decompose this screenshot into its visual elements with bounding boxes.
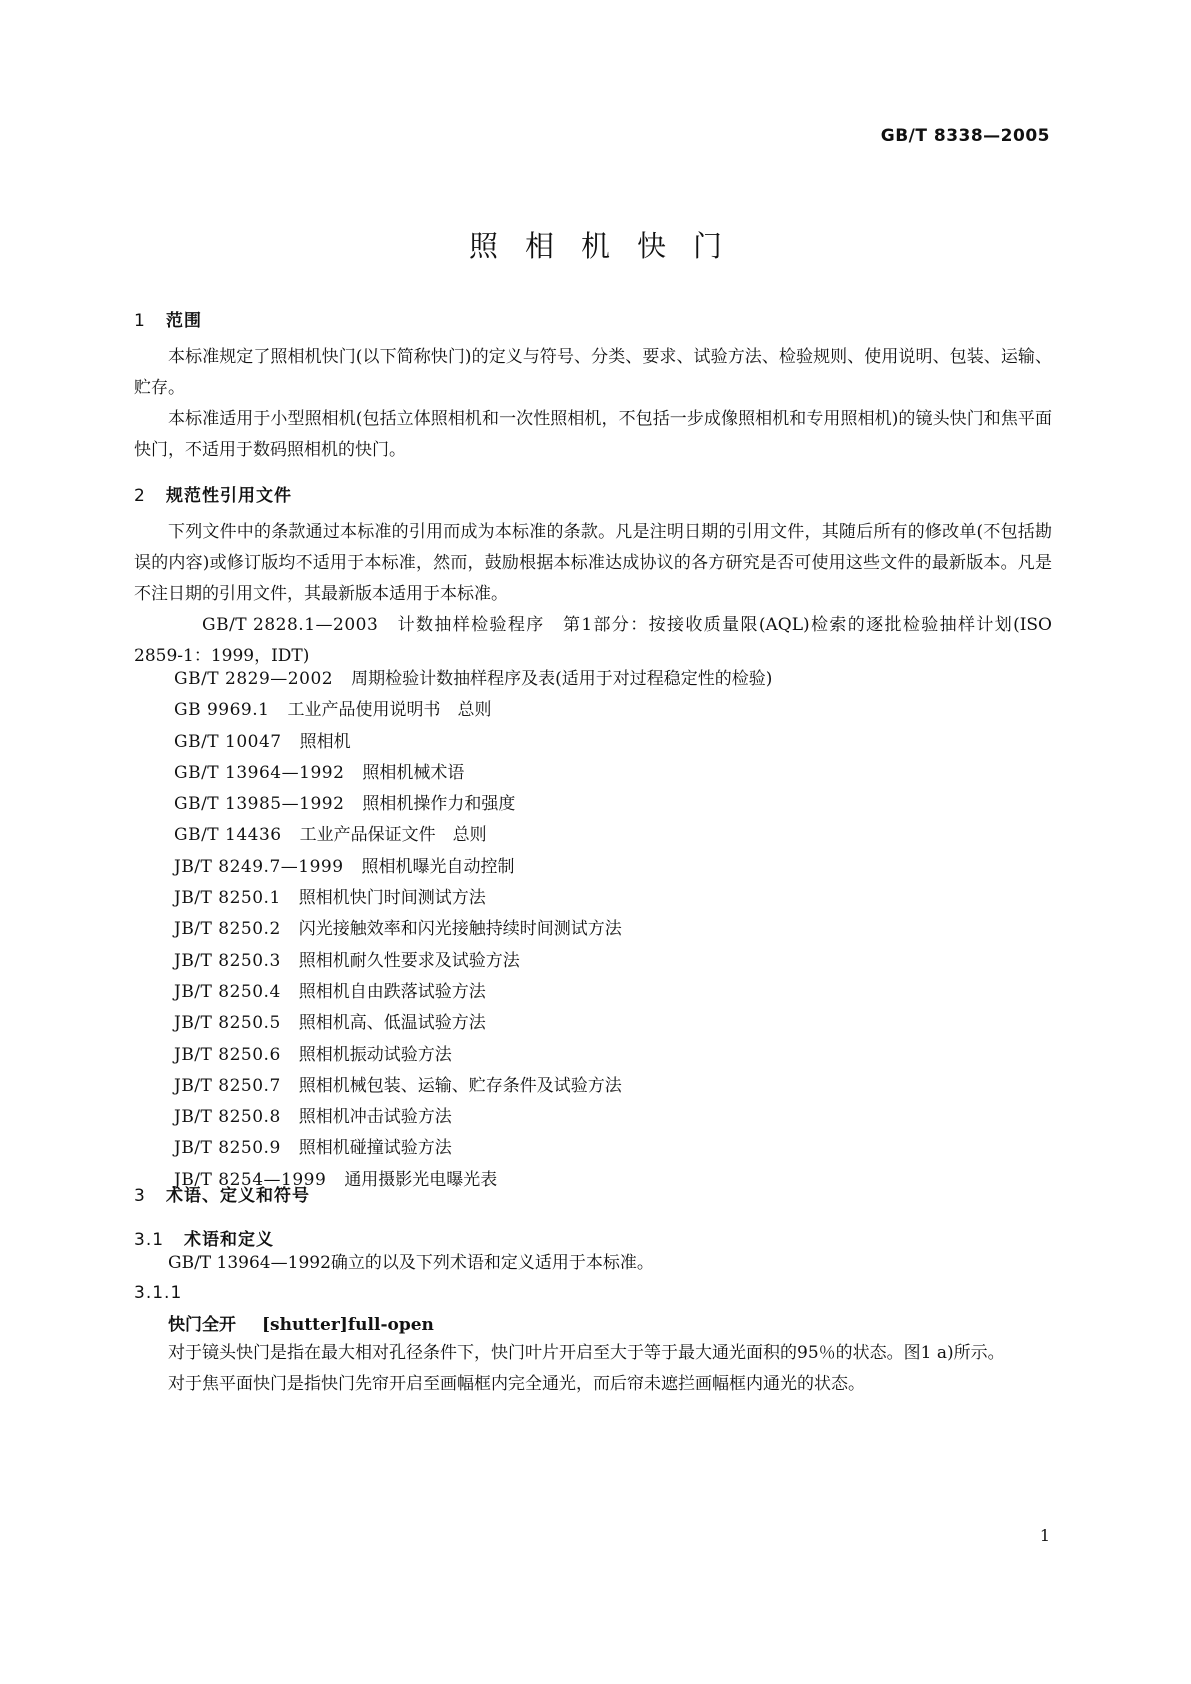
reference-code: GB/T 14436 [174,825,282,846]
reference-title: 照相机快门时间测试方法 [298,888,486,909]
section-number: 1 [134,311,146,331]
reference-item [174,852,1054,883]
paragraph: 本标准适用于小型照相机(包括立体照相机和一次性照相机，不包括一步成像照相机和专用照相机)的镜头快门和焦平面快门，不适用于数码照相机的快门。 [134,409,1052,460]
term-line [168,1310,1052,1341]
section-title: 术语和定义 [184,1230,274,1250]
reference-title: 照相机冲击试验方法 [298,1107,452,1128]
section-title: 范围 [166,311,202,331]
reference-item [174,946,1054,977]
reference-code: JB/T 8250.8 [174,1107,281,1128]
term-entry [168,1310,1052,1341]
reference-code: GB/T 10047 [174,731,282,752]
reference-title: 照相机械术语 [362,762,465,783]
reference-code: JB/T 8250.4 [174,981,281,1002]
reference-code: GB/T 13985—1992 [174,794,345,815]
reference-title: 照相机自由跌落试验方法 [298,981,486,1002]
reference-code: JB/T 8250.5 [174,1013,281,1034]
reference-item [174,727,1054,758]
reference-code: GB 9969.1 [174,700,270,721]
reference-title: 通用摄影光电曝光表 [344,1169,498,1190]
reference-item [174,820,1054,851]
section-number: 3.1 [134,1230,165,1250]
reference-item [174,1071,1054,1102]
paragraph: 本标准规定了照相机快门(以下简称快门)的定义与符号、分类、要求、试验方法、检验规则、使用说明、包装、运输、贮存。 [134,347,1052,398]
reference-title: 照相机 [299,731,351,752]
reference-item [174,914,1054,945]
reference-code: GB/T 13964—1992 [174,762,345,783]
page-number: 1 [1039,1526,1050,1545]
reference-item [174,789,1054,820]
section-1-body [134,342,1052,466]
section-3-1-1-body [134,1338,1052,1400]
reference-title: 周期检验计数抽样程序及表(适用于对过程稳定性的检验) [351,669,773,689]
document-title: 照相机快门 [468,229,749,263]
reference-code: JB/T 8250.6 [174,1044,281,1065]
section-title: 术语、定义和符号 [166,1186,310,1206]
reference-title: 照相机碰撞试验方法 [298,1138,452,1159]
reference-title: 照相机曝光自动控制 [361,856,515,877]
reference-code: JB/T 8254—1999 [174,1169,327,1190]
reference-title: 工业产品使用说明书 总则 [287,700,492,721]
reference-title: 照相机振动试验方法 [298,1044,452,1065]
section-number: 3.1.1 [134,1283,183,1303]
reference-code: GB/T 2828.1—2003 [202,615,379,635]
section-3-1-1-heading [134,1283,1052,1303]
section-number: 2 [134,486,146,506]
reference-title: 闪光接触效率和闪光接触持续时间测试方法 [298,919,622,940]
paragraph: 对于镜头快门是指在最大相对孔径条件下，快门叶片开启至大于等于最大通光面积的95％的状态。图1 a)所示。 [168,1343,1005,1363]
section-2-body [134,517,1052,672]
section-title: 规范性引用文件 [166,486,292,506]
reference-code: JB/T 8250.1 [174,888,281,909]
reference-code: JB/T 8250.3 [174,950,281,971]
paragraph: GB/T 13964—1992确立的以及下列术语和定义适用于本标准。 [168,1253,654,1273]
reference-item [174,883,1054,914]
reference-item [174,1133,1054,1164]
section-3-1-heading [134,1225,1052,1250]
paragraph: 下列文件中的条款通过本标准的引用而成为本标准的条款。凡是注明日期的引用文件，其随后所有的修改单(不包括勘误的内容)或修订版均不适用于本标准，然而，鼓励根据本标准达成协议的各方研究是否可使用这些文件的最新版本。凡是不注日期的引用文件，其最新版本适用于本标准。 [134,522,1052,604]
section-number: 3 [134,1186,146,1206]
reference-code: JB/T 8250.2 [174,919,281,940]
reference-code: JB/T 8249.7—1999 [174,856,344,877]
section-2-heading [134,481,1052,506]
reference-item [174,1102,1054,1133]
reference-item-first [134,610,1052,672]
reference-title: 工业产品保证文件 总则 [299,825,487,846]
reference-code: JB/T 8250.7 [174,1075,281,1096]
reference-list [174,664,1054,1196]
reference-title: 照相机械包装、运输、贮存条件及试验方法 [298,1075,622,1096]
section-1-heading [134,306,1052,331]
reference-item [174,977,1054,1008]
reference-code: GB/T 2829—2002 [174,669,334,689]
reference-code: JB/T 8250.9 [174,1138,281,1159]
reference-item [174,758,1054,789]
paragraph: 对于焦平面快门是指快门先帘开启至画幅框内完全通光，而后帘未遮拦画幅框内通光的状态。 [168,1374,865,1394]
reference-title: 照相机操作力和强度 [362,794,516,815]
reference-item [174,1008,1054,1039]
reference-title: 照相机高、低温试验方法 [298,1013,486,1034]
reference-title: 计数抽样检验程序 第1部分：按接收质量限(AQL)检索的逐批检验抽样计划(ISO 2859-1：1999，IDT) [134,615,1052,666]
term-chinese: 快门全开 [168,1315,236,1335]
reference-title: 照相机耐久性要求及试验方法 [298,950,520,971]
reference-item [174,695,1054,726]
section-3-heading [134,1181,1052,1206]
reference-item [174,664,1054,695]
section-3-1-body [134,1248,1052,1279]
term-english: [shutter]full-open [262,1315,434,1335]
reference-item [174,1040,1054,1071]
standard-number: GB/T 8338—2005 [880,126,1050,146]
